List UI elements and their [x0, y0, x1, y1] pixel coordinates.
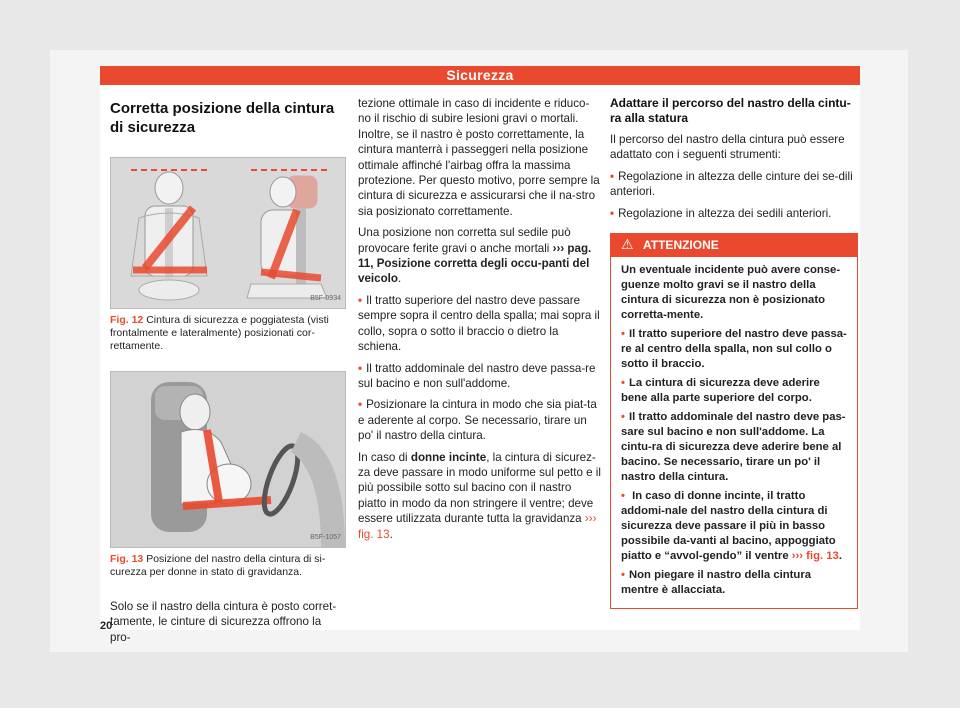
- warning-bullet: [621, 489, 847, 564]
- figure-reference-link[interactable]: ››› fig. 13: [358, 512, 597, 541]
- warning-triangle-icon: ⚠: [621, 236, 634, 253]
- warning-header: [611, 234, 857, 257]
- pregnant-seatbelt-illustration: [111, 372, 345, 547]
- bullet-item: • Il tratto addominale del nastro deve passa-re sul bacino e non sull'addome.: [358, 361, 602, 392]
- punctuation: .: [389, 527, 393, 541]
- punctuation: .: [838, 550, 842, 563]
- seatbelt-illustration: [111, 158, 345, 308]
- section-title: Corretta posizione della cintura di sicurezza: [110, 100, 335, 136]
- body-paragraph: [358, 225, 602, 287]
- warning-bullet: • La cintura di sicurezza deve aderire bene alla parte superiore del corpo.: [621, 376, 847, 406]
- figure-number: Fig. 12: [110, 314, 144, 326]
- figure-caption-text: Posizione del nastro della cintura di si-curezza per donne in stato di gravidanza.: [110, 553, 326, 578]
- warning-bullet: • Il tratto superiore del nastro deve passa-re al centro della spalla, non sul collo o sotto il braccio.: [621, 327, 847, 372]
- paragraph-text: , la cintura di sicurez-za deve passare in modo uniforme sul petto e il più possibile sotto sul bacino con il nastro piatto in modo da non stringere il ventre; deve essere utilizzata durante tutta la gravidanza: [358, 450, 601, 526]
- subsection-title: Adattare il percorso del nastro della cintu-ra alla statura: [610, 96, 851, 125]
- body-paragraph: Solo se il nastro della cintura è posto corret-tamente, le cinture di sicurezza offrono la pro-: [110, 600, 337, 644]
- body-paragraph: Il percorso del nastro della cintura può essere adattato con i seguenti strumenti:: [610, 133, 845, 162]
- warning-bullet: • Il tratto addominale del nastro deve pas-sare sul bacino e non sull'addome. La cintu-ra di sicurezza deve aderire bene al bacino. Se necessario, tirare un po' il nastro della cintura.: [621, 410, 847, 485]
- figure-caption: [110, 314, 344, 353]
- page-number: 20: [100, 620, 113, 632]
- warning-body: [611, 257, 857, 608]
- bullet-item: • Regolazione in altezza delle cinture dei se-dili anteriori.: [610, 169, 858, 200]
- page-reference-link[interactable]: ››› pag. 11, Posizione corretta degli occu-panti del veicolo: [358, 241, 592, 286]
- figure-code: B5F-1057: [310, 533, 341, 541]
- warning-bullet-text: In caso di donne incinte, il tratto addomi-nale del nastro della cintura di sicurezza deve passare il più in basso possibile da-vanti al bacino, appoggiato piatto e “avvol-gendo” il ventre: [621, 490, 836, 563]
- column-2: [358, 96, 602, 548]
- warning-bullet: • Non piegare il nastro della cintura mentre è allacciata.: [621, 568, 847, 598]
- bullet-item: • Il tratto superiore del nastro deve passare sempre sopra il centro della spalla; mai sopra il collo, sopra o sotto il braccio o dietro la schiena.: [358, 293, 602, 355]
- figure-12: [110, 157, 346, 309]
- column-1: [110, 96, 344, 651]
- bullet-item: • Regolazione in altezza dei sedili anteriori.: [610, 206, 858, 221]
- paragraph-text: Una posizione non corretta sul sedile può provocare ferite gravi o anche mortali: [358, 226, 571, 255]
- body-paragraph: [358, 450, 602, 542]
- figure-code: B5F-0934: [310, 294, 341, 302]
- paragraph-text: In caso di: [358, 450, 411, 464]
- figure-13: [110, 371, 346, 548]
- section-header: Sicurezza: [100, 66, 860, 85]
- warning-box: [610, 233, 858, 609]
- column-3: [610, 96, 858, 609]
- bullet-item: • Posizionare la cintura in modo che sia piat-ta e aderente al corpo. Se necessario, tirare un po' il nastro della cintura.: [358, 397, 602, 443]
- figure-number: Fig. 13: [110, 553, 144, 565]
- emphasis-text: donne incinte: [410, 450, 487, 464]
- punctuation: .: [397, 272, 402, 286]
- warning-intro: Un eventuale incidente può avere conse-guenze molto gravi se il nastro della cintura di sicurezza non è posizionato corretta-mente.: [621, 264, 841, 322]
- body-paragraph: tezione ottimale in caso di incidente e riduco-no il rischio di subire lesioni gravi o mortali. Inoltre, se il nastro è posto correttamente, la cintura manterrà i passeggeri nella posizione ottimale affinché l'airbag offra la massima protezione. Per questo motivo, porre sempre la cintura di sicurezza e assicurarsi che il na-stro sia posizionato correttamente.: [358, 97, 600, 218]
- figure-caption-text: Cintura di sicurezza e poggiatesta (visti frontalmente e lateralmente) posizionati cor-rettamente.: [110, 314, 329, 352]
- warning-title: ATTENZIONE: [643, 238, 719, 253]
- figure-caption: [110, 553, 344, 579]
- figure-reference-link[interactable]: ››› fig. 13: [791, 550, 839, 563]
